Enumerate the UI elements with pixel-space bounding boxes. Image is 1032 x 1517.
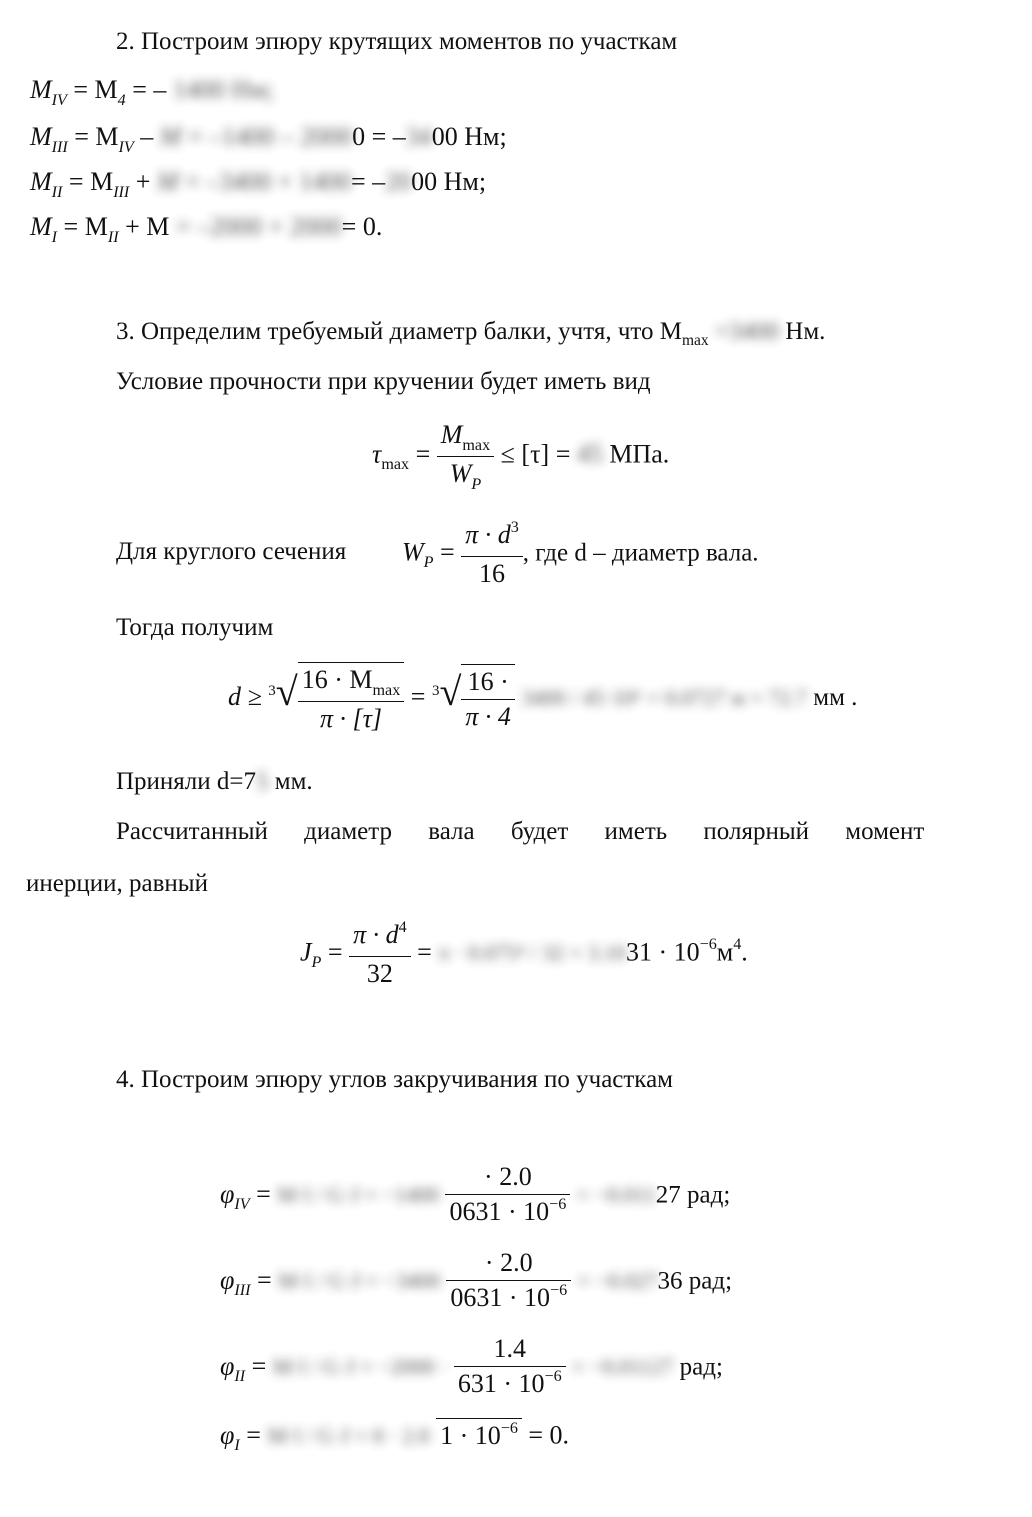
phi-i-formula: $\varphi_I = M\cdot l / G\cdot J = 0 \cdot 2.0$ $1 \cdot 10^{-6}$ = 0. [220,1420,570,1455]
blurred-value: 1400 Нм; [172,75,274,104]
polar-text-line1: Рассчитанный диаметр вала будет иметь полярный момент [116,818,925,845]
equation-m-iii: $M_{III} = M_{IV} - M = -1400 - 20000 = -3400$ Нм; [30,122,507,156]
equation-m-iv: $M_{IV} = M_4$ = – 1400 Нм; [30,75,274,109]
accepted-diameter-text: Приняли d=75 мм. [116,768,313,795]
equation-m-ii: $M_{II} = M_{III} + M = -3400 + 1400= -2000$ Нм; [30,167,487,201]
polar-text-line2: инерции, равный [26,870,208,897]
equation-m-i: $M_I = M_{II} + M = -2000 + 2000= 0$. [30,212,383,246]
diameter-formula: d ≥ $^3$√ $\frac{16 \cdot M_{max}}{\pi \cdot [\tau]}$ = $^3$√ $\frac{16 \cdot}{\pi \cdot 4}$ 3400 / 45·10⁶ = 0.0727 м = 72.7 мм . [228,662,857,736]
then-text: Тогда получим [116,614,274,641]
wp-formula: $W_P$ = $\frac{\pi \cdot d^3}{16}$ , где d – диаметр вала. [402,519,759,588]
jp-formula: $J_P$ = $\frac{\pi \cdot d^4}{32}$ = $\pi \cdot 0.075^4 / 32 = 3.1031 \cdot 10^{-6}м^4$. [300,919,748,988]
phi-ii-formula: $\varphi_{II} = M\cdot l / G\cdot J = -2000$ · $\frac{1.4}{631 \cdot 10^{-6}}$ = −0.01127 рад; [220,1334,723,1398]
circle-section-text: Для круглого сечения [116,538,347,565]
strength-condition-text: Условие прочности при кручении будет иметь вид [116,368,651,395]
phi-iv-formula: $\varphi_{IV} = M\cdot l / G\cdot J = -1400$ $\frac{\cdot 2.0}{0631 \cdot 10^{-6}}$ = −0.01127 рад; [220,1162,731,1226]
section4-heading: 4. Построим эпюру углов закручивания по участкам [116,1066,673,1093]
section3-heading: 3. Определим требуемый диаметр балки, учтя, что $M_{max} =3400$ Нм. [116,318,826,349]
section2-heading: 2. Построим эпюру крутящих моментов по участкам [116,28,678,55]
phi-iii-formula: $\varphi_{III} = M\cdot l / G\cdot J = -3400$ $\frac{\cdot 2.0}{0631 \cdot 10^{-6}}$ = −0.02736 рад; [220,1248,733,1312]
tau-formula: $\tau_{max}$ = $\frac{M_{max}}{W_P}$ ≤ [τ] = 45 МПа. [372,420,670,493]
